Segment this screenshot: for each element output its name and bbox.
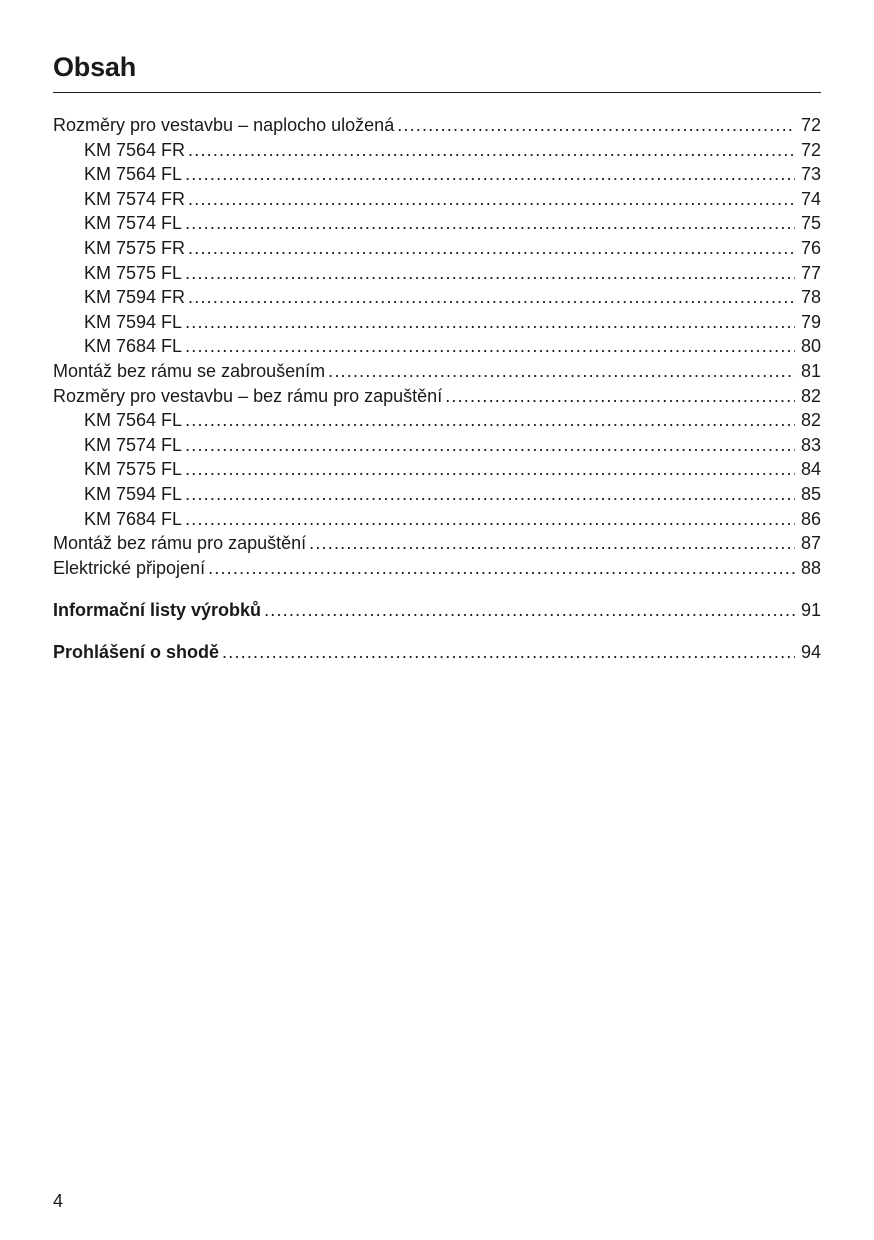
toc-entry-page: 82 — [800, 385, 821, 406]
toc-subentry[interactable] — [53, 457, 821, 482]
toc-entry-page: 84 — [800, 459, 821, 480]
dot-leader — [188, 138, 795, 163]
toc-entry-page: 85 — [800, 483, 821, 504]
toc-subentry[interactable] — [53, 433, 821, 458]
dot-leader — [188, 285, 795, 310]
toc-entry-title: KM 7574 FL — [84, 213, 183, 234]
toc-chapter[interactable] — [53, 598, 821, 623]
toc-entry-title: KM 7594 FR — [84, 287, 186, 308]
dot-leader — [185, 507, 795, 532]
toc-entry-title: Rozměry pro vestavbu – naplocho uložená — [53, 115, 395, 135]
toc-entry-page: 80 — [800, 336, 821, 357]
toc-entry-page: 72 — [800, 115, 821, 135]
toc-entry-page: 78 — [800, 287, 821, 308]
toc-entry-title: Elektrické připojení — [53, 557, 206, 578]
toc-entry-title: KM 7564 FL — [84, 164, 183, 185]
toc-entry-page: 91 — [800, 600, 821, 621]
toc-entry-title: Prohlášení o shodě — [53, 641, 220, 662]
toc-entry-page: 94 — [800, 641, 821, 662]
dot-leader — [185, 261, 795, 286]
toc-subentry[interactable] — [53, 261, 821, 286]
dot-leader — [309, 531, 795, 556]
toc-entry-title: Montáž bez rámu se zabroušením — [53, 360, 326, 381]
toc-subentry[interactable] — [53, 482, 821, 507]
page-number: 4 — [53, 1191, 64, 1211]
toc-subentry[interactable] — [53, 236, 821, 261]
toc-subentry[interactable] — [53, 334, 821, 359]
toc-entry-page: 74 — [800, 188, 821, 209]
toc-entry-title: KM 7594 FL — [84, 483, 183, 504]
dot-leader — [445, 384, 795, 409]
toc-subentry[interactable] — [53, 138, 821, 163]
dot-leader — [397, 113, 795, 138]
toc-entry[interactable] — [53, 556, 821, 581]
dot-leader — [185, 162, 795, 187]
toc-entry[interactable] — [53, 113, 821, 138]
dot-leader — [185, 433, 795, 458]
dot-leader — [185, 310, 795, 335]
table-of-contents — [53, 113, 821, 664]
toc-entry-page: 77 — [800, 262, 821, 283]
toc-entry-title: KM 7574 FL — [84, 434, 183, 455]
dot-leader — [188, 187, 795, 212]
toc-entry-page: 88 — [800, 557, 821, 578]
toc-entry-title: KM 7564 FL — [84, 410, 183, 431]
dot-leader — [208, 556, 795, 581]
toc-entry-title: KM 7564 FR — [84, 139, 186, 160]
toc-entry-title: KM 7575 FL — [84, 459, 183, 480]
dot-leader — [185, 334, 795, 359]
dot-leader — [185, 211, 795, 236]
toc-entry-page: 75 — [800, 213, 821, 234]
toc-entry-title: KM 7575 FL — [84, 262, 183, 283]
page-title: Obsah — [53, 52, 137, 82]
dot-leader — [222, 640, 795, 665]
toc-entry[interactable] — [53, 384, 821, 409]
dot-leader — [328, 359, 795, 384]
toc-subentry[interactable] — [53, 187, 821, 212]
toc-entry-page: 79 — [800, 311, 821, 332]
toc-entry-page: 72 — [800, 139, 821, 160]
toc-subentry[interactable] — [53, 507, 821, 532]
toc-subentry[interactable] — [53, 408, 821, 433]
toc-entry-title: Informační listy výrobků — [53, 600, 262, 621]
toc-subentry[interactable] — [53, 162, 821, 187]
toc-entry-title: KM 7594 FL — [84, 311, 183, 332]
toc-entry-page: 82 — [800, 410, 821, 431]
toc-entry-title: KM 7684 FL — [84, 508, 183, 529]
title-divider — [53, 92, 821, 93]
toc-entry-page: 86 — [800, 508, 821, 529]
dot-leader — [185, 408, 795, 433]
toc-entry-page: 73 — [800, 164, 821, 185]
toc-entry-page: 83 — [800, 434, 821, 455]
toc-entry-title: KM 7575 FR — [84, 237, 186, 258]
toc-entry-title: Montáž bez rámu pro zapuštění — [53, 533, 307, 554]
toc-entry[interactable] — [53, 531, 821, 556]
toc-subentry[interactable] — [53, 211, 821, 236]
toc-entry-page: 87 — [800, 533, 821, 554]
toc-entry-title: KM 7684 FL — [84, 336, 183, 357]
toc-entry[interactable] — [53, 359, 821, 384]
dot-leader — [264, 598, 795, 623]
toc-subentry[interactable] — [53, 285, 821, 310]
toc-entry-title: Rozměry pro vestavbu – bez rámu pro zapuštění — [53, 385, 443, 406]
dot-leader — [188, 236, 795, 261]
toc-entry-page: 76 — [800, 237, 821, 258]
toc-entry-page: 81 — [800, 360, 821, 381]
dot-leader — [185, 457, 795, 482]
toc-entry-title: KM 7574 FR — [84, 188, 186, 209]
dot-leader — [185, 482, 795, 507]
toc-subentry[interactable] — [53, 310, 821, 335]
toc-chapter[interactable] — [53, 640, 821, 665]
